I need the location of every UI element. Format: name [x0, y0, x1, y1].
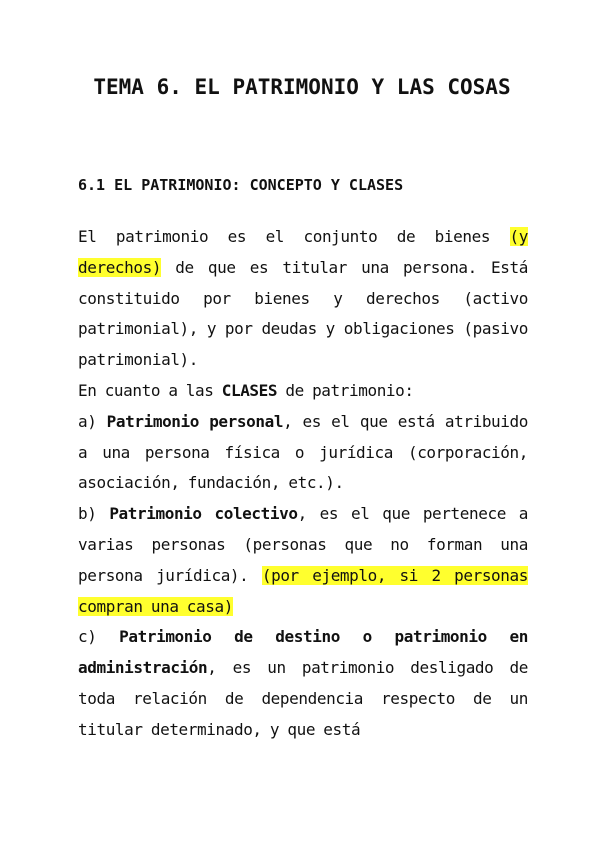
bold-term: Patrimonio colectivo	[109, 504, 298, 524]
list-item-a	[78, 407, 528, 499]
list-marker: a)	[78, 411, 107, 431]
bold-term: Patrimonio de destino o patrimonio en administración	[78, 627, 528, 678]
section-heading: 6.1 EL PATRIMONIO: CONCEPTO Y CLASES	[78, 176, 404, 194]
paragraph-text: El patrimonio es el conjunto de bienes	[78, 227, 510, 246]
document-body	[78, 222, 528, 746]
highlighted-text: (y derechos)	[78, 227, 528, 277]
bold-term: CLASES	[221, 380, 278, 400]
document-title: TEMA 6. EL PATRIMONIO Y LAS COSAS	[93, 75, 511, 99]
highlighted-text: (por ejemplo, si 2 personas compran una casa)	[78, 565, 528, 616]
paragraph-text: En cuanto a las	[78, 380, 222, 400]
list-item-c	[78, 622, 528, 745]
list-item-text: , es un patrimonio desligado de toda relación de dependencia respecto de un titular determinado, y que está	[78, 658, 528, 739]
paragraph-definition	[78, 222, 528, 376]
paragraph-text: de patrimonio:	[277, 380, 414, 400]
list-marker: c)	[78, 627, 120, 647]
list-item-text: , es el que está atribuido a una persona física o jurídica (corporación, asociación, fundación, etc.).	[78, 411, 528, 493]
list-marker: b)	[78, 504, 110, 524]
list-item-text: , es el que pertenece a varias personas (personas que no forman una persona jurídica).	[78, 504, 528, 585]
list-item-b	[78, 499, 528, 622]
paragraph-text: de que es titular una persona. Está constituido por bienes y derechos (activo patrimonial), y por deudas y obligaciones (pasivo patrimonial).	[78, 257, 528, 370]
bold-term: Patrimonio personal	[106, 411, 284, 431]
paragraph-classes-intro	[78, 376, 528, 407]
